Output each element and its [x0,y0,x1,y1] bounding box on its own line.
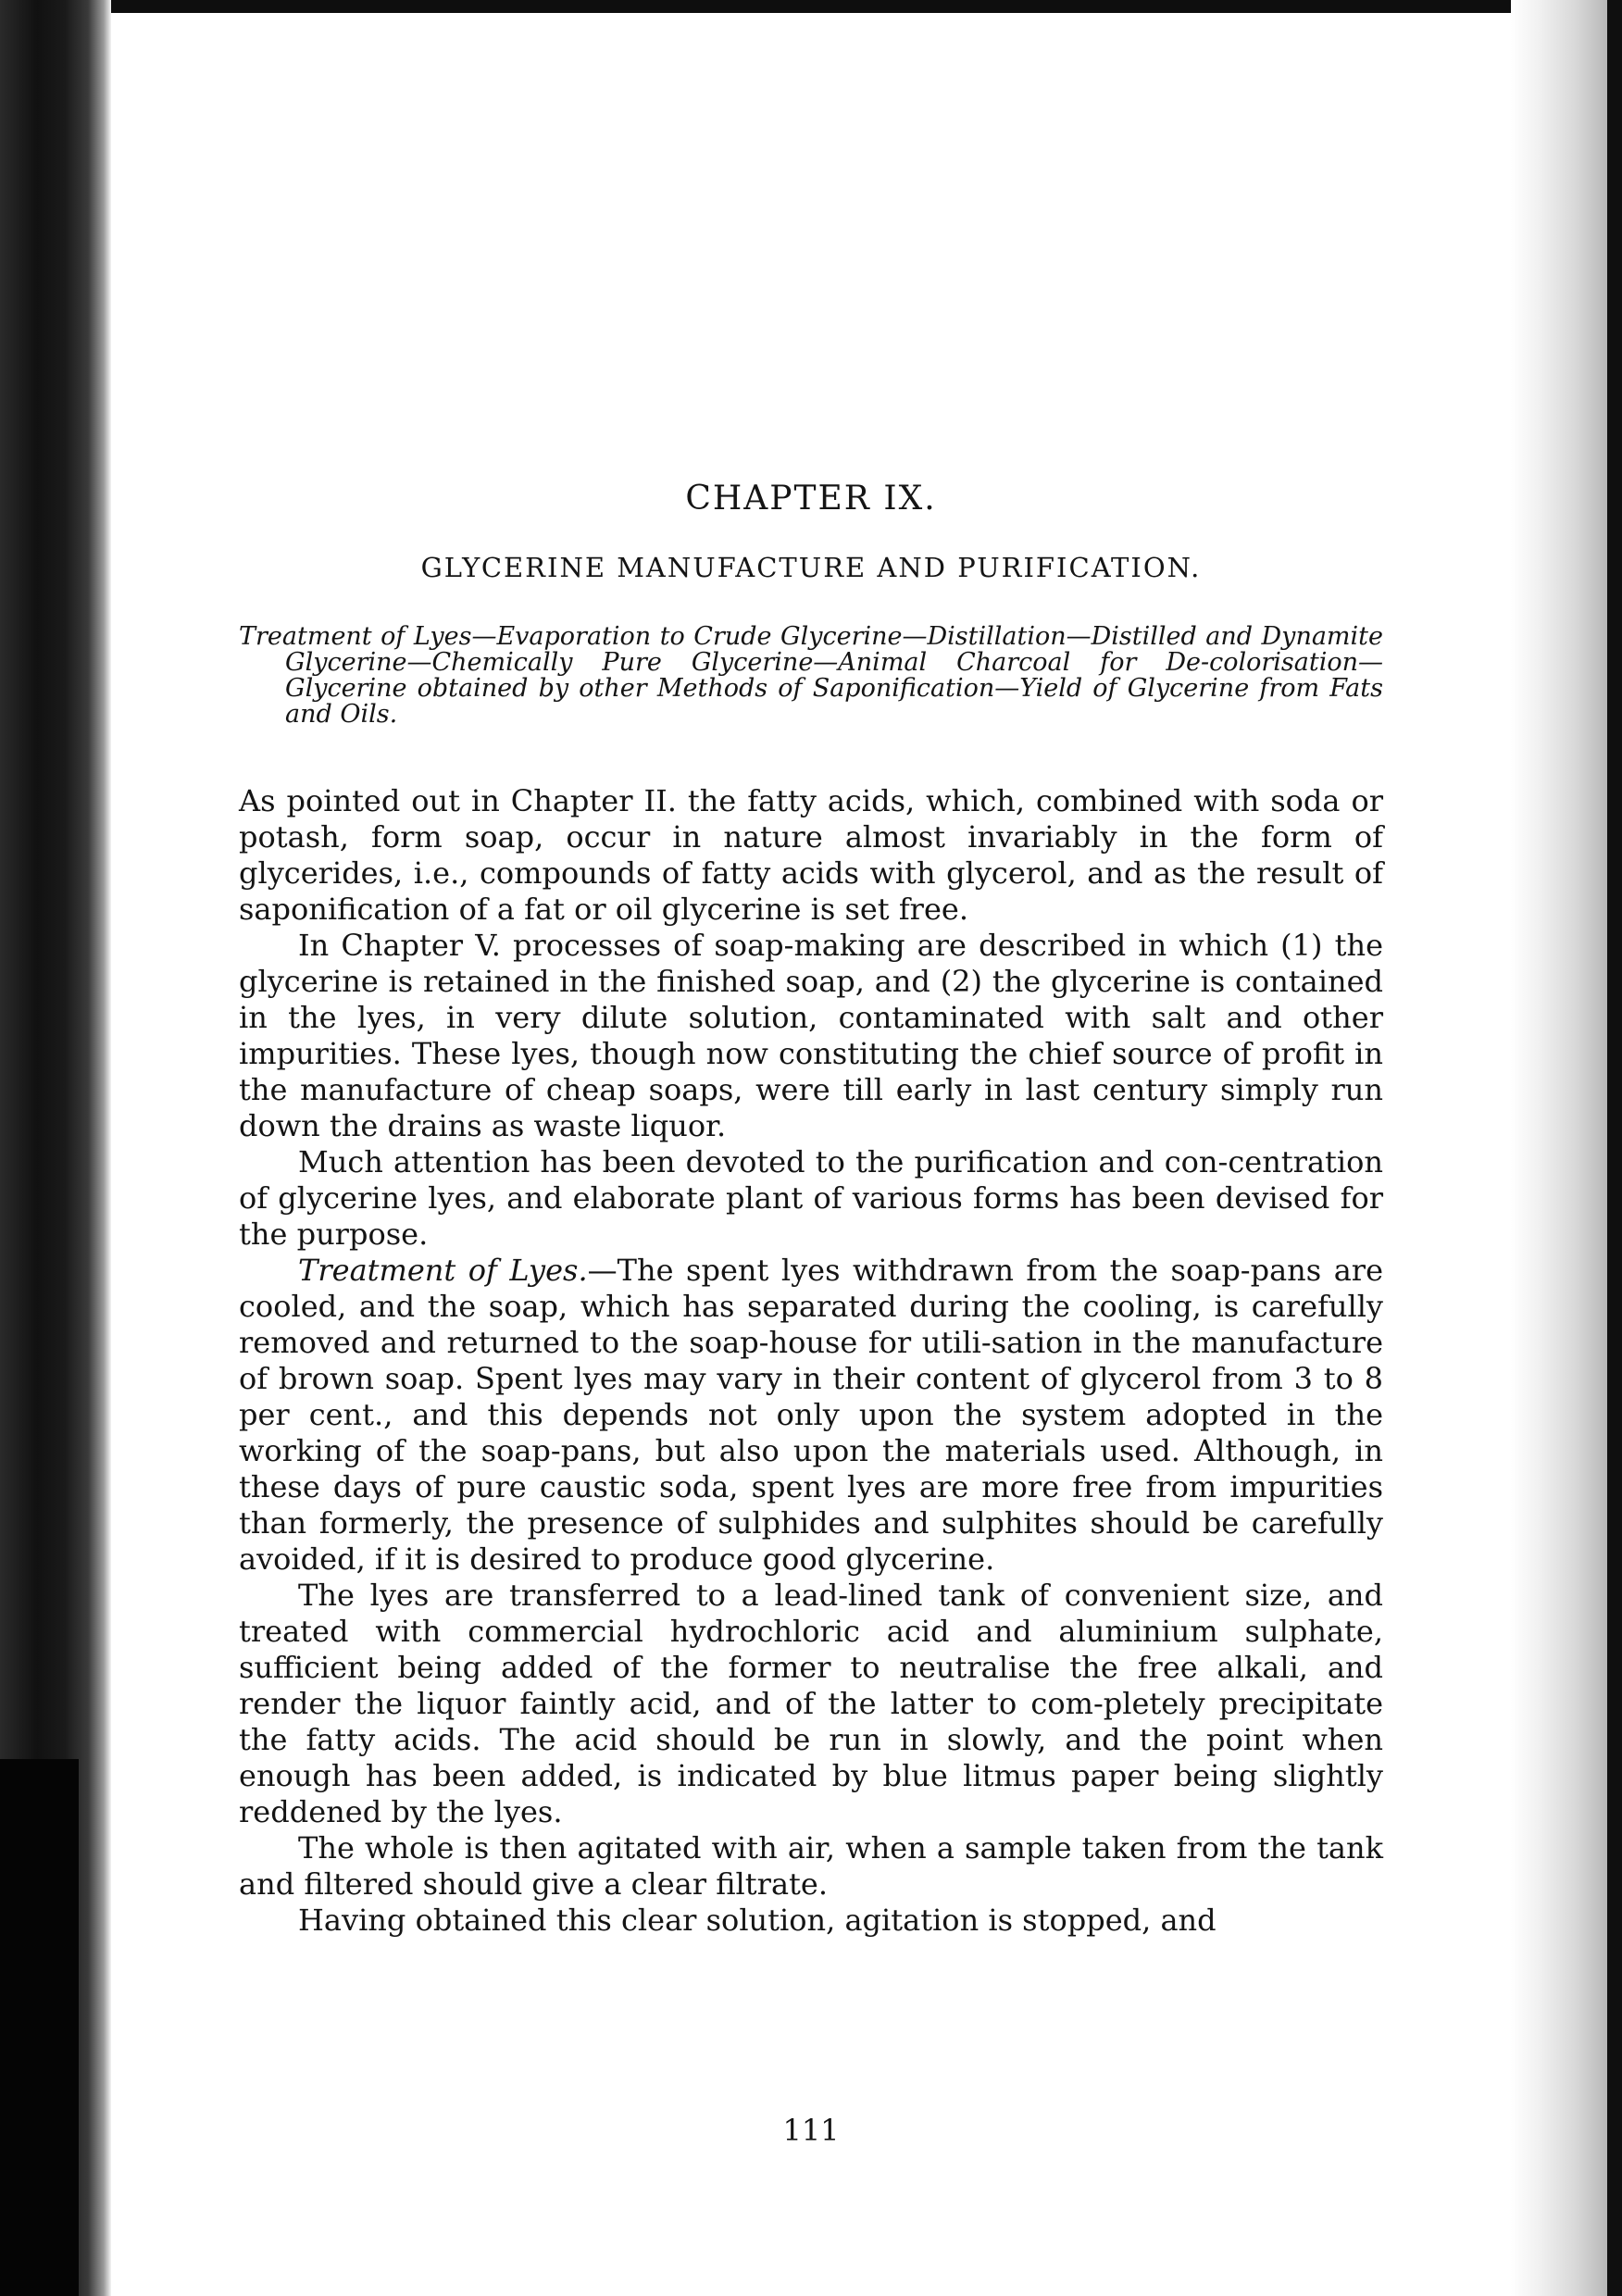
chapter-title: CHAPTER IX. [685,480,937,518]
paragraph-text: —The spent lyes withdrawn from the soap-pans are cooled, and the soap, which has separated during the cooling, is carefully removed and returned to the soap-house for utili-sation in the manufacture of brown soap. Spent lyes may vary in their content of glycerol from 3 to 8 per cent., and this depends not only upon the system adopted in the working of the soap-pans, but also upon the materials used. Although, in these days of pure caustic soda, spent lyes are more free from impurities than formerly, the presence of sulphides and sulphites should be carefully avoided, if it is desired to produce good glycerine. [239,1253,1384,1577]
paragraph: The lyes are transferred to a lead-lined tank of convenient size, and treated with commercial hydrochloric acid and aluminium sulphate, sufficient being added of the former to neutralise the free alkali, and render the liquor faintly acid, and of the latter to com-pletely precipitate the fatty acids. The acid should be run in slowly, and the point when enough has been added, is indicated by blue litmus paper being slightly reddened by the lyes. [239,1578,1383,1829]
paragraph: Much attention has been devoted to the purification and con-centration of glycerine lyes, and elaborate plant of various forms has been devised for the purpose. [239,1144,1383,1252]
book-page [239,0,1383,2296]
chapter-subtitle: GLYCERINE MANUFACTURE AND PURIFICATION. [420,552,1202,583]
scan-left-corner-shadow [0,1759,79,2296]
paragraph: As pointed out in Chapter II. the fatty acids, which, combined with soda or potash, form soap, occur in nature almost invariably in the form of glycerides, i.e., compounds of fatty acids with glycerol, and as the result of saponification of a fat or oil glycerine is set free. [239,783,1383,927]
chapter-summary: Treatment of Lyes—Evaporation to Crude Glycerine—Distillation—Distilled and Dynamite Glycerine—Chemically Pure Glycerine—Animal Charcoal for De-colorisation—Glycerine obtained by other Methods of Saponification—Yield of Glycerine from Fats and Oils. [239,622,1383,729]
paragraph [239,1253,1383,1578]
paragraph-heading: Treatment of Lyes. [298,1253,588,1288]
page-number: 111 [782,2113,840,2148]
paragraph: In Chapter V. processes of soap-making are described in which (1) the glycerine is retained in the finished soap, and (2) the glycerine is contained in the lyes, in very dilute solution, contaminated with salt and other impurities. These lyes, though now constituting the chief source of profit in the manufacture of cheap soaps, were till early in last century simply run down the drains as waste liquor. [239,928,1383,1143]
scan-right-edge [1607,0,1622,2296]
paragraph: The whole is then agitated with air, when a sample taken from the tank and filtered should give a clear filtrate. [239,1830,1383,1902]
body-text [239,783,1383,1939]
paragraph: Having obtained this clear solution, agitation is stopped, and [298,1903,1216,1938]
scan-right-edge-shadow [1511,0,1622,2296]
